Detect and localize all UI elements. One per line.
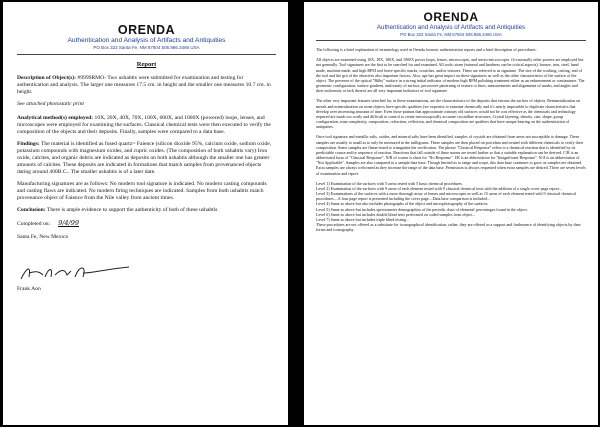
header-rule — [17, 54, 276, 55]
levels-list — [316, 181, 586, 222]
methods-label: Analytical method(s) employed: — [17, 115, 94, 122]
findings-label: Findings: — [17, 141, 40, 148]
level-item: Level 3) Examinations of the surfaces with a more thorough array of lenses and microscopes as well as 15 areas of each element tested with 9 classical chemical procedures....A four page report is presented including the cover page....Data base comparison is included... — [316, 191, 576, 202]
level-item: Level 2) Examination of the surfaces with 9 areas of each element tested with 9 classical chemical tests with the addition of a single cover page report... — [316, 185, 562, 191]
header-rule — [316, 40, 586, 41]
completion-line — [17, 219, 276, 228]
completed-date: 9/4/99 — [58, 218, 80, 227]
tool-signature-paragraph: All objects are examined using 10X, 18X, 100X, and 1000X power loops, lenses, microscopes, and stereo-microscopes. Occasionally other powers are employed but not generally. Tool signatures are the first to be searched for and examined. All tools; stone (mineral and hardness can be critical aspects), bronze, iron, steel, hand made, machine made, and high RPM tool leave specific marks, scratches, and/or textures. These are referred to as signature. The size of the working, cutting, end of the tool and the grit of the abrasives also important factors. Also, age has great impact on these signatures as well as the other characteristics of the surface of the object. The presence of the optical "Bilby" surface in a strong initial indicator of modern high RPM polishing treatment either as an enhancement or continuance. The geometric configuration, surface gradient, uniformity of surface, percussive patterning of texture or lines, measurements and alignments of marks, and angles and their uniformity or lack thereof are all very important indicators of tool signature. — [316, 57, 585, 94]
orenda-logo: ORENDA — [423, 10, 479, 24]
company-address: PO Box 322 Santa Fe, NM 87504 505.986.3466 USA — [93, 45, 200, 50]
level-item: Level 1) Examination of the surfaces with 5 areas tested with 5 basic chemical procedures. — [316, 180, 463, 186]
completed-label: Completed on: — [17, 220, 51, 227]
findings-text: The material is identified as fused quartz= Faience (silicon dioxide 95%, calcium oxide, sodium oxide, potassium compounds with magnesium oxides, and cupric oxides. (The composition of both ushabtis vary) Iron oxide, calcites, and organic debris are indicated as deposits on both ushabtis although the smaller one has greater amounts of calcites. These deposits are indicated in formations that match samples from provenanced objects dating around 400B.C.. The smaller ushabtis is of a later date. — [17, 141, 272, 175]
photo-note: See attached photostatic print — [17, 101, 84, 108]
testing-paragraph: Once tool signature and metallic salts, oxides, and mineral salts have been identified, samples of crystals are obtained from areas not susceptible to damage. These samples are usually to small as to only be measured in the milligrams. These samples are then placed on porcelain and treated with different chemicals to verify their composition. Some samples are flame tested to triangulate the verification. The phrase "Classical Response" refers to a chemical reaction that is identified by its predictable course and/or sequence of reaction. Reactions that fall outside of these norms are tested further so that a suitable explanation can be derived. C/R is an abbreviated form of "Classical Response". N/R of course is short for "No Response". I/R is an abbreviation for "Insignificant Response". N/A is an abbreviation of "Not Applicable". Samples are also compared to a sample data base. Though limited as to range and scope, this data base continues to grow as samples are obtained. Extra samples are always welcomed as they increase the range of the data base. Permission is always requested when extra samples are desired. There are seven levels of examination and report: — [316, 134, 586, 176]
intro-paragraph: The following is a brief explanation of terminology used in Orenda forensic authentication reports and a brief description of procedures: — [316, 47, 537, 52]
conclusion-paragraph — [17, 207, 276, 214]
terminology-page — [304, 2, 598, 425]
level-item: Level 7) Same as above but includes triple blind testing... — [316, 216, 410, 222]
deposits-paragraph: The other very important features searched for, in these examinations, are the characteristics of the deposits that encrust the surface of objects. Remineralization on metals and mineralization on stone objects have specific qualities (we expertise to examine chemically and it's nearly impossible to duplicate characteristics that develop over increasing amounts of time. Even those patinas that approximate contrary old surfaces would not be cost effective as the chemicals and technology required are much too costly and difficult to control to create microscopically accurate crystalline structures. Crystal layering, density, size, shape, group configuration, zone complexity, composition, refraction, reflection, and chemical composition are qualities that have unique bearing on the authentication of antiquities. — [316, 98, 581, 130]
findings-paragraph — [17, 141, 276, 176]
location-line: Santa Fe, New Mexico — [17, 233, 69, 240]
methods-paragraph — [17, 115, 276, 136]
object-description — [17, 75, 276, 96]
report-page — [3, 2, 288, 425]
closing-paragraph: These procedures are not offered as a substitute for iconographical identification, rather, they are offered as a support and furtherance of identifying objects by their forms and iconography. — [316, 222, 581, 233]
report-body — [17, 61, 276, 293]
company-address: PO Box 322 Santa Fe, NM 87504 505.986.3466 USA — [400, 32, 502, 37]
methods-text: 10X, 20X, 40X, 70X, 100X, 600X, and 1000X (powered) loops, lenses, and microscopes were employed for examining the surfaces. Classical chemical tests were then executed to verify the composition of the objects and their deposits. Finally, samples were compared to a data base. — [17, 115, 271, 136]
conclusion-label: Conclusion: — [17, 206, 46, 213]
signer-name: Frank Aon — [17, 285, 41, 292]
signature-mark — [17, 263, 137, 283]
object-text: #9999RMO- Two ushabtis were submitted for examination and testing for authentication and analysis. The larger one measures 17.5 cm. in height and the smaller one measures 10.7 cm. in height. — [17, 75, 271, 96]
orenda-logo: ORENDA — [117, 23, 176, 37]
object-label: Description of Object(s): — [17, 75, 77, 82]
level-item: Level 4) Same as above but also includes photographs of the object and microphotography of the surfaces. — [316, 201, 489, 207]
report-title: Report — [136, 61, 157, 68]
manufacturing-paragraph: Manufacturing signatures are as follows: No modern tool signature is indicated. No modern casting compounds and casting flaws are indicated. No modern firing techniques are indicated. Samples from both ushabtis match provenance object of Faience from the Nile valley from ancient times. — [17, 180, 267, 201]
conclusion-text: There is ample evidence to support the authenticity of both of these ushabtis — [45, 206, 218, 213]
company-tagline: Authentication and Analysis of Artifacts and Antiquities — [67, 37, 226, 44]
level-item: Level 5) Same as above but includes spectrometer demographics of the periodic chart of elements' percentages found in the object. — [316, 206, 528, 212]
terminology-body — [316, 47, 586, 233]
level-item: Level 6) Same as above but includes double blind tests performed on coded samples from object... — [316, 211, 476, 217]
company-tagline: Authentication and Analysis of Artifacts and Antiquities — [376, 24, 526, 31]
